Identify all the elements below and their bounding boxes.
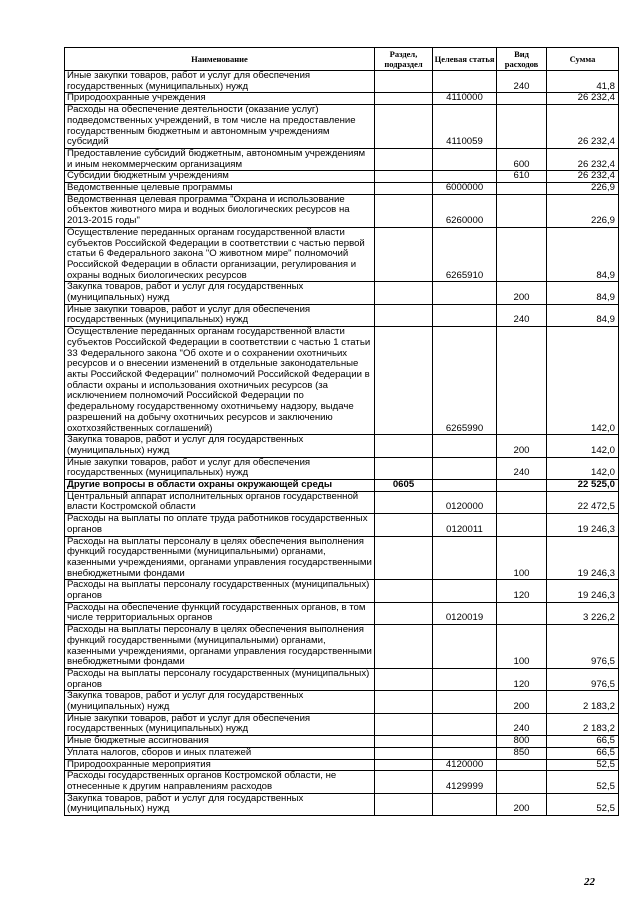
cell-sum: 52,5 [547, 771, 619, 793]
header-name: Наименование [65, 48, 375, 71]
cell-sum: 84,9 [547, 282, 619, 304]
cell-type [497, 514, 547, 536]
table-row [65, 71, 619, 93]
cell-article [433, 536, 497, 580]
cell-sum: 52,5 [547, 793, 619, 815]
cell-sum: 84,9 [547, 227, 619, 282]
cell-name: Расходы на выплаты персоналу государственных (муниципальных) органов [65, 668, 375, 690]
table-row [65, 183, 619, 195]
cell-section [375, 771, 433, 793]
cell-sum: 976,5 [547, 668, 619, 690]
cell-name: Субсидии бюджетным учреждениям [65, 171, 375, 183]
cell-article: 0120011 [433, 514, 497, 536]
cell-name: Осуществление переданных органам государственной власти субъектов Российской Федерации в соответствии с частью 1 статьи 33 Федерального закона "Об охоте и о сохранении охотничьих ресурсов и о внесении изменений в отдельные законодательные акты Российской Федерации" полномочий Российской Федерации в области охраны и использования охотничьих ресурсов (за исключением полномочий Российской Федерации по федеральному государственному охотничьему надзору, выдаче разрешений на добычу охотничьих ресурсов и заключению охотхозяйственных соглашений) [65, 327, 375, 435]
cell-name: Другие вопросы в области охраны окружающей среды [65, 480, 375, 492]
cell-type: 600 [497, 148, 547, 170]
cell-name: Иные закупки товаров, работ и услуг для обеспечения государственных (муниципальных) нужд [65, 713, 375, 735]
cell-article: 0120019 [433, 602, 497, 624]
cell-sum: 142,0 [547, 435, 619, 457]
cell-type [497, 759, 547, 771]
cell-type [497, 491, 547, 513]
cell-section [375, 93, 433, 105]
cell-type: 200 [497, 691, 547, 713]
table-row [65, 536, 619, 580]
cell-type: 240 [497, 304, 547, 326]
cell-article: 4129999 [433, 771, 497, 793]
cell-section [375, 536, 433, 580]
cell-sum: 66,5 [547, 747, 619, 759]
cell-name: Расходы государственных органов Костромской области, не отнесенные к другим направлениям расходов [65, 771, 375, 793]
cell-sum: 3 226,2 [547, 602, 619, 624]
cell-article [433, 713, 497, 735]
cell-name: Предоставление субсидий бюджетным, автономным учреждениям и иным некоммерческим организациям [65, 148, 375, 170]
cell-type [497, 480, 547, 492]
cell-section [375, 327, 433, 435]
page-number: 22 [584, 876, 595, 888]
table-row [65, 771, 619, 793]
cell-sum: 19 246,3 [547, 536, 619, 580]
table-row [65, 194, 619, 227]
cell-sum: 976,5 [547, 625, 619, 669]
table-row [65, 580, 619, 602]
cell-name: Уплата налогов, сборов и иных платежей [65, 747, 375, 759]
cell-article [433, 691, 497, 713]
table-row [65, 736, 619, 748]
cell-section [375, 713, 433, 735]
cell-type [497, 183, 547, 195]
cell-article [433, 171, 497, 183]
cell-article: 6260000 [433, 194, 497, 227]
table-row [65, 668, 619, 690]
cell-name: Расходы на обеспечение деятельности (оказание услуг) подведомственных учреждений, в том числе на предоставление государственным бюджетным и автономным учреждениям субсидий [65, 105, 375, 149]
cell-name: Расходы на обеспечение функций государственных органов, в том числе территориальных органов [65, 602, 375, 624]
cell-type: 800 [497, 736, 547, 748]
cell-type: 240 [497, 713, 547, 735]
header-sum: Сумма [547, 48, 619, 71]
cell-name: Иные закупки товаров, работ и услуг для обеспечения государственных (муниципальных) нужд [65, 457, 375, 479]
cell-section [375, 105, 433, 149]
cell-sum: 41,8 [547, 71, 619, 93]
cell-name: Закупка товаров, работ и услуг для государственных (муниципальных) нужд [65, 282, 375, 304]
table-row [65, 514, 619, 536]
table-row [65, 793, 619, 815]
cell-section [375, 457, 433, 479]
table-row [65, 457, 619, 479]
cell-article [433, 480, 497, 492]
cell-name: Расходы на выплаты по оплате труда работников государственных органов [65, 514, 375, 536]
cell-sum: 2 183,2 [547, 713, 619, 735]
cell-type [497, 327, 547, 435]
table-row [65, 713, 619, 735]
cell-type: 610 [497, 171, 547, 183]
cell-sum: 226,9 [547, 194, 619, 227]
cell-sum: 19 246,3 [547, 514, 619, 536]
cell-name: Расходы на выплаты персоналу государственных (муниципальных) органов [65, 580, 375, 602]
table-row [65, 759, 619, 771]
cell-article: 6265990 [433, 327, 497, 435]
header-type: Вид расходов [497, 48, 547, 71]
table-row [65, 148, 619, 170]
table-row [65, 171, 619, 183]
cell-article [433, 148, 497, 170]
cell-name: Ведомственная целевая программа "Охрана и использование объектов животного мира и водных биологических ресурсов на 2013-2015 годы" [65, 194, 375, 227]
cell-sum: 52,5 [547, 759, 619, 771]
cell-section [375, 148, 433, 170]
cell-name: Иные закупки товаров, работ и услуг для обеспечения государственных (муниципальных) нужд [65, 71, 375, 93]
cell-article [433, 736, 497, 748]
cell-type: 850 [497, 747, 547, 759]
cell-section [375, 668, 433, 690]
cell-article [433, 304, 497, 326]
cell-name: Закупка товаров, работ и услуг для государственных (муниципальных) нужд [65, 793, 375, 815]
table-row [65, 435, 619, 457]
cell-article [433, 71, 497, 93]
cell-article [433, 282, 497, 304]
table-row [65, 105, 619, 149]
cell-section [375, 747, 433, 759]
cell-type: 120 [497, 668, 547, 690]
cell-type [497, 194, 547, 227]
cell-type: 240 [497, 71, 547, 93]
cell-section [375, 435, 433, 457]
table-header-row [65, 48, 619, 71]
cell-name: Расходы на выплаты персоналу в целях обеспечения выполнения функций государственными (муниципальными) органами, казенными учреждениями, органами управления государственными внебюджетными фондами [65, 536, 375, 580]
cell-section [375, 304, 433, 326]
cell-section [375, 282, 433, 304]
cell-article [433, 747, 497, 759]
table-row [65, 491, 619, 513]
header-article: Целевая статья [433, 48, 497, 71]
cell-sum: 84,9 [547, 304, 619, 326]
cell-name: Ведомственные целевые программы [65, 183, 375, 195]
table-row [65, 625, 619, 669]
cell-name: Иные бюджетные ассигнования [65, 736, 375, 748]
cell-article: 6000000 [433, 183, 497, 195]
table-row [65, 282, 619, 304]
cell-sum: 26 232,4 [547, 148, 619, 170]
cell-section [375, 514, 433, 536]
table-row [65, 304, 619, 326]
cell-section [375, 171, 433, 183]
cell-article: 6265910 [433, 227, 497, 282]
cell-type: 200 [497, 282, 547, 304]
cell-type [497, 602, 547, 624]
table-body [65, 71, 619, 816]
cell-sum: 19 246,3 [547, 580, 619, 602]
cell-type: 120 [497, 580, 547, 602]
cell-section [375, 602, 433, 624]
cell-name: Расходы на выплаты персоналу в целях обеспечения выполнения функций государственными (муниципальными) органами, казенными учреждениями, органами управления государственными внебюджетными фондами [65, 625, 375, 669]
cell-article: 4110000 [433, 93, 497, 105]
cell-name: Центральный аппарат исполнительных органов государственной власти Костромской области [65, 491, 375, 513]
cell-sum: 142,0 [547, 457, 619, 479]
cell-type: 100 [497, 536, 547, 580]
budget-table-sheet [64, 47, 618, 816]
cell-article [433, 625, 497, 669]
cell-type [497, 771, 547, 793]
cell-type: 100 [497, 625, 547, 669]
cell-article [433, 793, 497, 815]
cell-name: Закупка товаров, работ и услуг для государственных (муниципальных) нужд [65, 435, 375, 457]
cell-article [433, 668, 497, 690]
cell-article [433, 457, 497, 479]
cell-type: 200 [497, 793, 547, 815]
cell-sum: 142,0 [547, 327, 619, 435]
cell-sum: 26 232,4 [547, 171, 619, 183]
table-row [65, 480, 619, 492]
cell-name: Закупка товаров, работ и услуг для государственных (муниципальных) нужд [65, 691, 375, 713]
cell-article: 4110059 [433, 105, 497, 149]
cell-name: Природоохранные мероприятия [65, 759, 375, 771]
cell-article: 4120000 [433, 759, 497, 771]
table-row [65, 227, 619, 282]
table-row [65, 602, 619, 624]
table-row [65, 691, 619, 713]
cell-sum: 22 525,0 [547, 480, 619, 492]
header-section: Раздел, подраздел [375, 48, 433, 71]
budget-table [64, 47, 619, 816]
cell-sum: 26 232,4 [547, 105, 619, 149]
cell-type: 200 [497, 435, 547, 457]
cell-section [375, 227, 433, 282]
cell-section [375, 491, 433, 513]
cell-name: Осуществление переданных органам государственной власти субъектов Российской Федерации в соответствии с частью первой статьи 6 Федерального закона "О животном мире" полномочий Российской Федерации в области организации, регулирования и охраны водных биологических ресурсов [65, 227, 375, 282]
cell-type: 240 [497, 457, 547, 479]
cell-sum: 2 183,2 [547, 691, 619, 713]
cell-name: Природоохранные учреждения [65, 93, 375, 105]
cell-article [433, 580, 497, 602]
cell-sum: 26 232,4 [547, 93, 619, 105]
cell-section [375, 183, 433, 195]
cell-section [375, 625, 433, 669]
table-row [65, 747, 619, 759]
cell-section: 0605 [375, 480, 433, 492]
cell-article: 0120000 [433, 491, 497, 513]
cell-sum: 226,9 [547, 183, 619, 195]
table-row [65, 93, 619, 105]
cell-section [375, 793, 433, 815]
cell-section [375, 691, 433, 713]
cell-article [433, 435, 497, 457]
cell-section [375, 194, 433, 227]
cell-section [375, 580, 433, 602]
cell-sum: 66,5 [547, 736, 619, 748]
cell-section [375, 759, 433, 771]
cell-section [375, 736, 433, 748]
table-row [65, 327, 619, 435]
cell-section [375, 71, 433, 93]
cell-type [497, 105, 547, 149]
cell-type [497, 93, 547, 105]
cell-sum: 22 472,5 [547, 491, 619, 513]
cell-type [497, 227, 547, 282]
cell-name: Иные закупки товаров, работ и услуг для обеспечения государственных (муниципальных) нужд [65, 304, 375, 326]
